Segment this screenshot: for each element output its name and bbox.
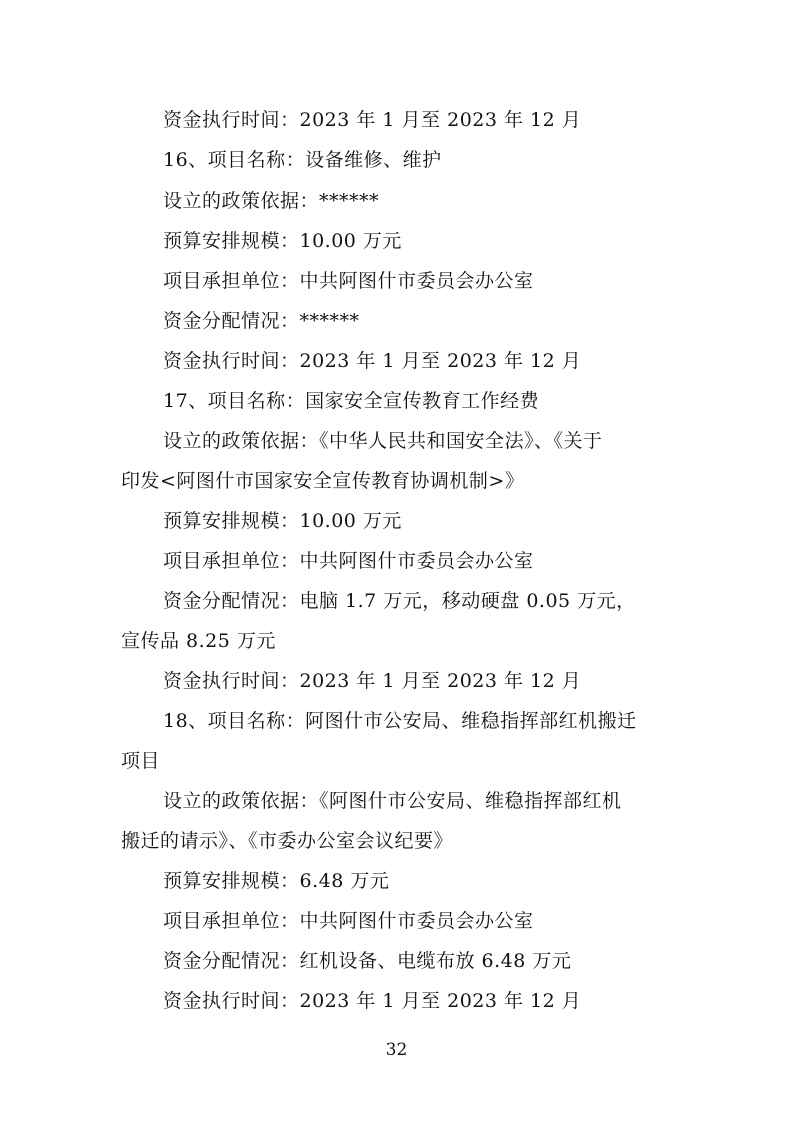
line-project-17-budget: 预算安排规模：10.00 万元 xyxy=(163,510,402,532)
line-project-18-allocation: 资金分配情况：红机设备、电缆布放 6.48 万元 xyxy=(163,950,572,972)
line-project-16-name: 16、项目名称：设备维修、维护 xyxy=(163,149,442,171)
line-project-18-budget: 预算安排规模：6.48 万元 xyxy=(163,870,390,892)
line-project-18-unit: 项目承担单位：中共阿图什市委员会办公室 xyxy=(163,910,534,932)
line-project-17-policy: 设立的政策依据：《中华人民共和国安全法》、《关于 xyxy=(163,430,603,452)
line-project-17-allocation: 资金分配情况：电脑 1.7 万元，移动硬盘 0.05 万元， xyxy=(163,590,636,612)
line-funding-period-15: 资金执行时间：2023 年 1 月至 2023 年 12 月 xyxy=(163,109,582,131)
line-project-16-policy: 设立的政策依据：****** xyxy=(163,190,380,212)
line-project-16-budget: 预算安排规模：10.00 万元 xyxy=(163,230,402,252)
line-project-18-period: 资金执行时间：2023 年 1 月至 2023 年 12 月 xyxy=(163,990,582,1012)
line-project-18-name: 18、项目名称：阿图什市公安局、维稳指挥部红机搬迁 xyxy=(163,710,637,732)
line-project-17-name: 17、项目名称：国家安全宣传教育工作经费 xyxy=(163,390,540,412)
line-project-16-unit: 项目承担单位：中共阿图什市委员会办公室 xyxy=(163,270,534,292)
line-project-18-policy-cont: 搬迁的请示》、《市委办公室会议纪要》 xyxy=(121,830,454,852)
line-project-17-period: 资金执行时间：2023 年 1 月至 2023 年 12 月 xyxy=(163,670,582,692)
line-project-16-period: 资金执行时间：2023 年 1 月至 2023 年 12 月 xyxy=(163,350,582,372)
page-number: 32 xyxy=(385,1040,408,1060)
line-project-17-policy-cont: 印发<阿图什市国家安全宣传教育协调机制>》 xyxy=(121,470,525,492)
line-project-16-allocation: 资金分配情况：****** xyxy=(163,310,360,332)
line-project-17-allocation-cont: 宣传品 8.25 万元 xyxy=(121,630,276,652)
line-project-17-unit: 项目承担单位：中共阿图什市委员会办公室 xyxy=(163,550,534,572)
line-project-18-name-cont: 项目 xyxy=(121,750,161,772)
line-project-18-policy: 设立的政策依据：《阿图什市公安局、维稳指挥部红机 xyxy=(163,790,622,812)
